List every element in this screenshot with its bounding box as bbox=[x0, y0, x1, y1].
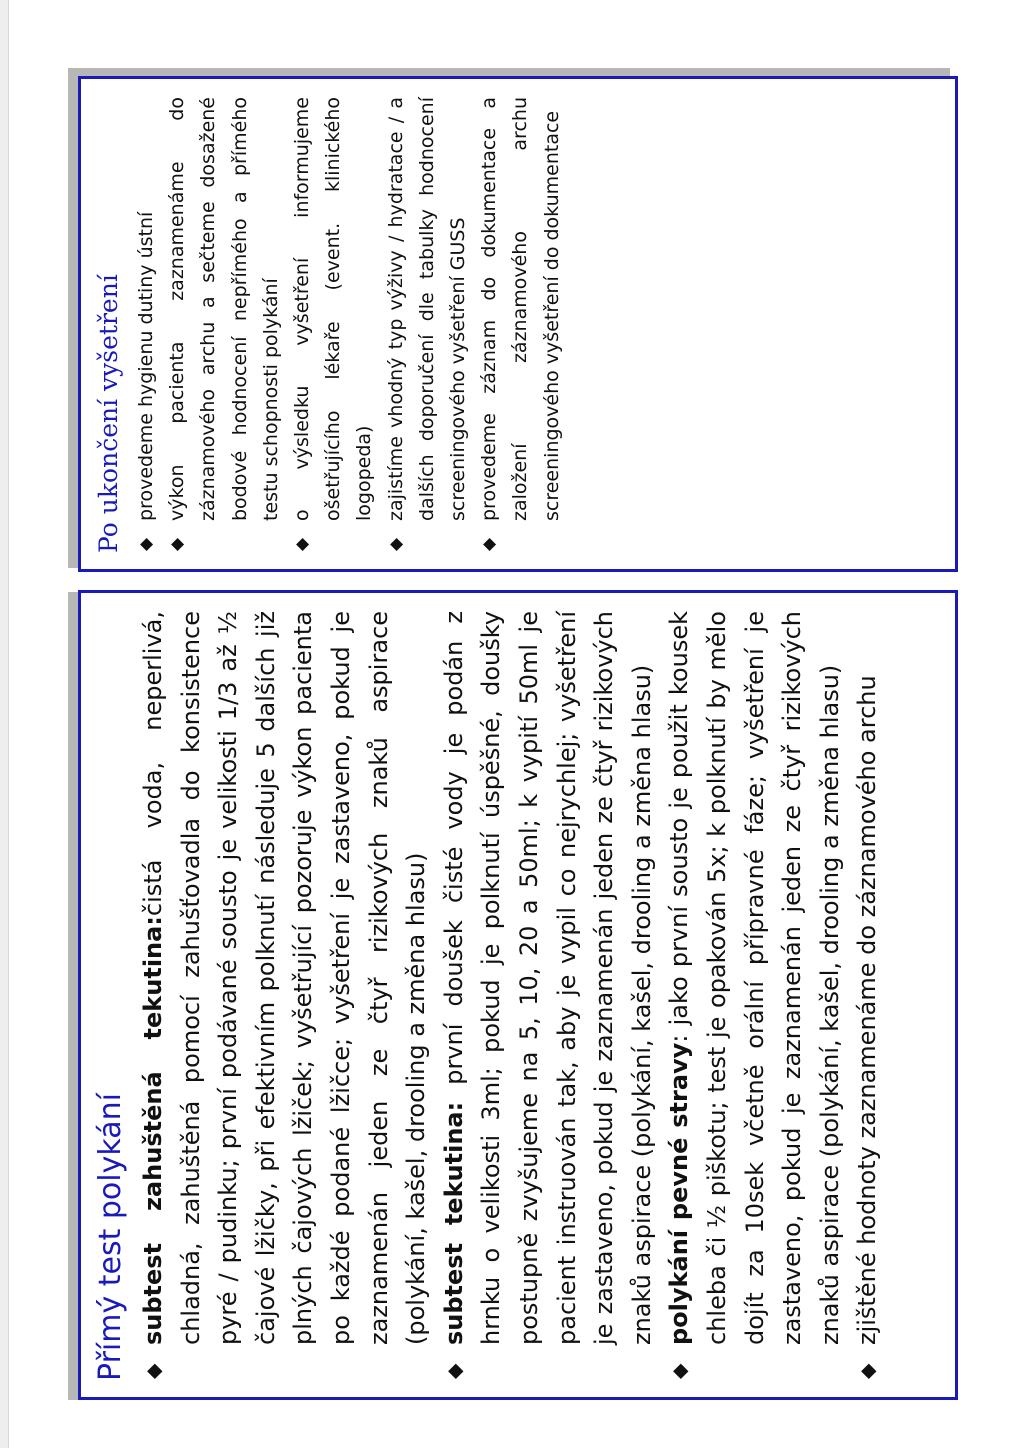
item-text: o výsledku vyšetření informujeme ošetřujícího lékaře (event. klinického logopeda) bbox=[291, 97, 376, 521]
diamond-bullet-icon: ◆ bbox=[479, 537, 500, 551]
item-text: výkon pacienta zaznamenáme do záznamového archu a sečteme dosažené bodové hodnocení nepřímého a přímého testu schopnosti polykání bbox=[166, 97, 282, 521]
diamond-bullet-icon: ◆ bbox=[385, 537, 406, 551]
list-item-record-values bbox=[849, 611, 887, 1381]
diamond-bullet-icon: ◆ bbox=[136, 537, 156, 551]
diamond-bullet-icon: ◆ bbox=[855, 1363, 880, 1379]
diamond-bullet-icon: ◆ bbox=[141, 1363, 165, 1379]
section-title: Po ukončení vyšetření bbox=[94, 274, 123, 553]
list-item-inform-doctor bbox=[287, 97, 381, 553]
item-text: zajistíme vhodný typ výživy / hydratace / a dalších doporučení dle tabulky hodnocení screeningového vyšetření GUSS bbox=[384, 97, 470, 521]
after-examination-box bbox=[78, 76, 958, 572]
item-lead: subtest tekutina: bbox=[439, 1101, 468, 1345]
item-text: provedeme hygienu dutiny ústní bbox=[135, 211, 157, 521]
item-text: zjištěné hodnoty zaznamenáme do záznamového archu bbox=[853, 675, 882, 1345]
after-examination-content bbox=[81, 79, 953, 569]
item-text: provedeme záznam do dokumentace a založení záznamového archu screeningového vyšetření do dokumentace bbox=[478, 97, 563, 521]
item-text: : jako první sousto je použit kousek chleba či ½ piškotu; test je opakován 5x; k polknutí by mělo dojít za 10sek včetně orální přípravné fáze; vyšetření je zastaveno, pokud je zaznamenán jeden ze čtyř rizikových znaků aspirace (polykání, kašel, drooling a změna hlasu) bbox=[665, 611, 844, 1345]
item-text: čistá voda, neperlivá, chladná, zahuštěná pomocí zahušťovadla do konsistence pyré / pudinku; první podávané sousto je velikosti 1/3 až ½ čajové lžičky, při efektivním polknutí následuje 5 dalších již plných čajových lžiček; vyšetřující pozoruje výkon pacienta po každé podané lžičce; vyšetření je zastaveno, pokud je zaznamenán jeden ze čtyř rizikových znaků aspirace (polykání, kašel, drooling a změna hlasu) bbox=[139, 611, 431, 1345]
item-lead: polykání pevné stravy bbox=[665, 1042, 694, 1345]
list-item-record-score bbox=[162, 97, 287, 553]
list-item-documentation bbox=[474, 97, 568, 553]
diamond-bullet-icon: ◆ bbox=[167, 537, 188, 551]
direct-swallow-test-box bbox=[78, 590, 958, 1400]
list-item-nutrition bbox=[381, 97, 475, 553]
diamond-bullet-icon: ◆ bbox=[667, 1363, 692, 1379]
list-item-oral-hygiene bbox=[131, 97, 162, 553]
list-item-liquid bbox=[436, 611, 662, 1381]
after-examination-list bbox=[131, 97, 568, 553]
list-item-thickened-liquid bbox=[135, 611, 436, 1381]
diamond-bullet-icon: ◆ bbox=[441, 1363, 466, 1379]
item-text: první doušek čisté vody je podán z hrnku o velikosti 3ml; pokud je polknutí úspěšné, doušky postupně zvyšujeme na 5, 10, 20 a 50ml; k vypití 50ml je pacient instruován tak, aby je vypil co nejrychlej; vyšetření je zastaveno, pokud je zaznamenán jeden ze čtyř rizikových znaků aspirace (polykání, kašel, drooling a změna hlasu) bbox=[439, 611, 656, 1345]
list-item-solid-food bbox=[661, 611, 849, 1381]
direct-test-list bbox=[135, 611, 887, 1381]
diamond-bullet-icon: ◆ bbox=[292, 537, 313, 551]
page-edge bbox=[0, 0, 9, 1448]
section-title: Přímý test polykání bbox=[93, 1093, 128, 1381]
item-lead: subtest zahuštěná tekutina: bbox=[139, 916, 167, 1345]
direct-swallow-test-content bbox=[81, 593, 939, 1397]
